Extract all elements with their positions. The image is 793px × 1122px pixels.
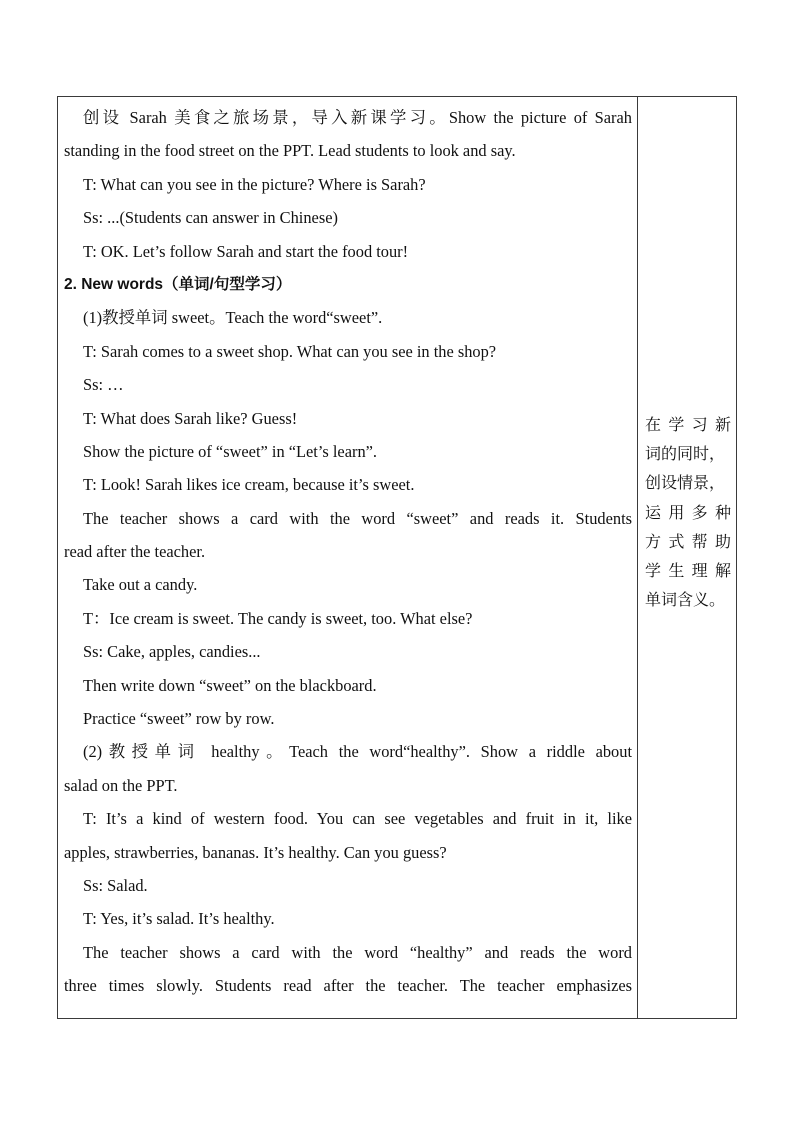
- text-line: standing in the food street on the PPT. Lead students to look and say.: [64, 141, 516, 161]
- text-line: T: Yes, it’s salad. It’s healthy.: [83, 909, 275, 929]
- note-line: 在学习新: [645, 415, 731, 434]
- text-line: Ss: Salad.: [83, 875, 148, 895]
- text-line: T：Ice cream is sweet. The candy is sweet, too. What else?: [83, 608, 473, 628]
- text-line: The teacher shows a card with the word “healthy” and reads the word: [83, 942, 632, 962]
- text-line: three times slowly. Students read after the teacher. The teacher emphasizes: [64, 976, 632, 996]
- text-line: Practice “sweet” row by row.: [83, 709, 275, 729]
- note-line: 创设情景，: [645, 473, 726, 493]
- teaching-procedure-column: [64, 101, 632, 1003]
- text-line: (1)教授单词 sweet。Teach the word“sweet”.: [83, 308, 383, 328]
- note-line: 方式帮助: [645, 531, 731, 551]
- text-line: Ss: …: [83, 375, 124, 395]
- text-line: T: What does Sarah like? Guess!: [83, 408, 298, 428]
- text-line: T: OK. Let’s follow Sarah and start the food tour!: [83, 241, 409, 261]
- text-line: Ss: ...(Students can answer in Chinese): [83, 208, 338, 228]
- note-line: 词的同时，: [645, 444, 726, 464]
- note-line: 学生理解: [645, 560, 731, 580]
- note-line: 单词含义。: [645, 590, 726, 610]
- text-line: T: Sarah comes to a sweet shop. What can you see in the shop?: [83, 341, 497, 361]
- text-line: Take out a candy.: [83, 575, 198, 595]
- text-line: (2)教授单词 healthy。Teach the word“healthy”. Show a riddle about: [83, 742, 632, 762]
- text-line: salad on the PPT.: [64, 775, 178, 795]
- text-line: read after the teacher.: [64, 542, 206, 562]
- column-divider: [637, 97, 638, 1018]
- text-line: T: What can you see in the picture? Where is Sarah?: [83, 174, 426, 194]
- text-line: T: It’s a kind of western food. You can see vegetables and fruit in it, like: [83, 809, 632, 829]
- note-line: 运用多种: [645, 502, 731, 522]
- lesson-plan-table: [57, 96, 737, 1019]
- design-intent-column: [645, 410, 731, 614]
- text-line: T: Look! Sarah likes ice cream, because it’s sweet.: [83, 475, 415, 495]
- text-line: Show the picture of “sweet” in “Let’s learn”.: [83, 441, 378, 461]
- text-line: Ss: Cake, apples, candies...: [83, 642, 261, 662]
- text-line: 创设 Sarah 美食之旅场景，导入新课学习。Show the picture of Sarah: [83, 108, 632, 127]
- section-heading: 2. New words（单词/句型学习）: [64, 275, 292, 293]
- text-line: The teacher shows a card with the word “sweet” and reads it. Students: [83, 508, 632, 528]
- text-line: Then write down “sweet” on the blackboard.: [83, 675, 377, 695]
- text-line: apples, strawberries, bananas. It’s healthy. Can you guess?: [64, 842, 447, 862]
